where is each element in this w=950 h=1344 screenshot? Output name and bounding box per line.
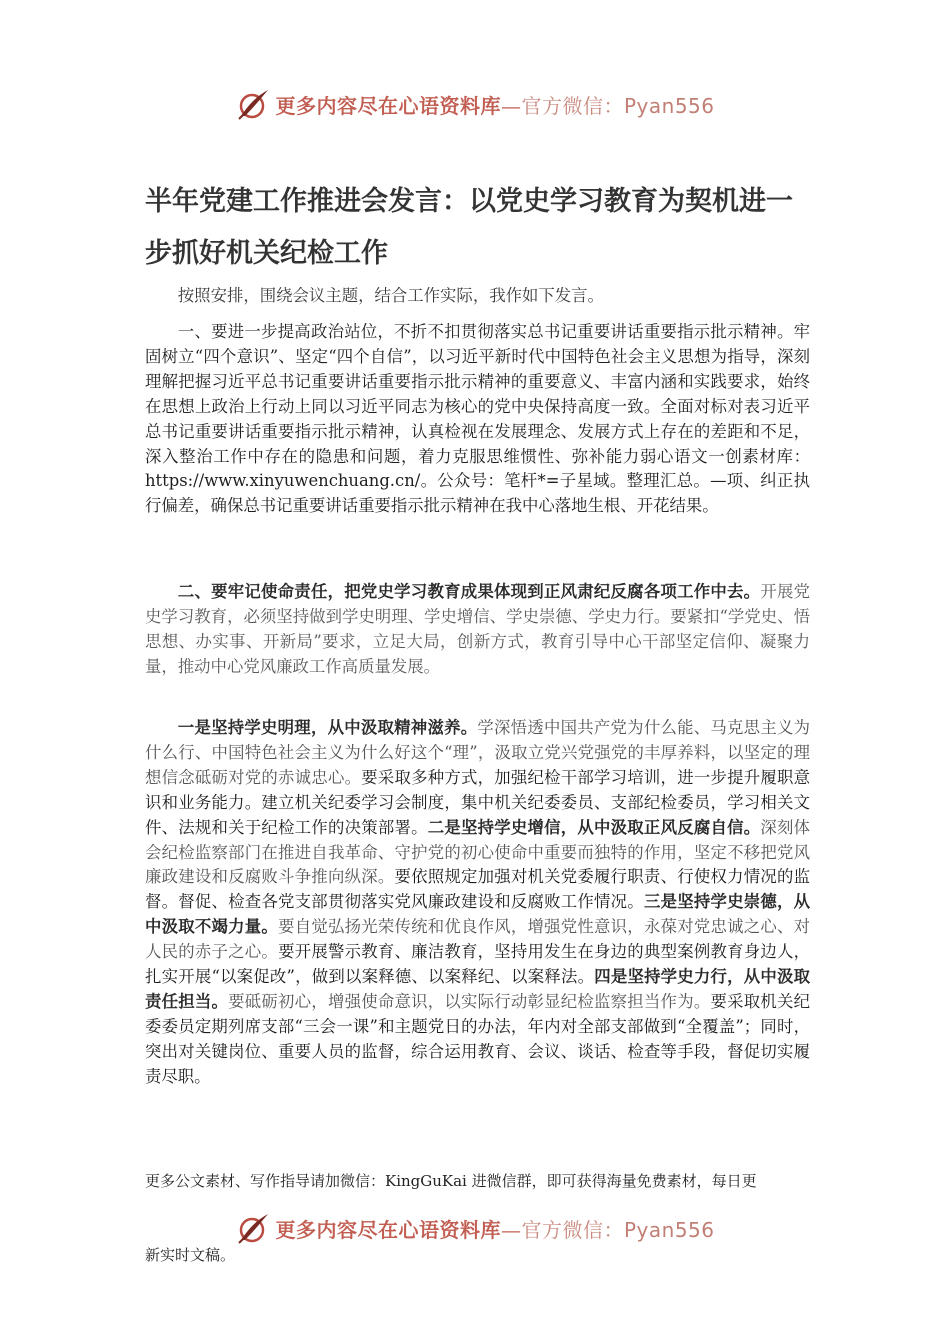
point-two-action: 要依照规定加强对机关党委履行职责、行使权力情况的监督。督促、检查各党支部贯彻落实党风廉政建设和反腐败工作情况。 <box>145 867 811 912</box>
point-two-body: 深刻体会纪检监察部门在推进自我革命、守护党的初心使命中重要而独特的作用，坚定不移把党风廉政建设和反腐败斗争推向纵深。 <box>145 817 811 887</box>
banner-wechat-id: Pyan556 <box>623 1217 715 1242</box>
watermark-banner-top <box>0 84 950 124</box>
point-three-action: 要开展警示教育、廉洁教育，坚持用发生在身边的典型案例教育身边人，扎实开展“以案促改”，做到以案释德、以案释纪、以案释法。 <box>145 942 811 987</box>
point-three-body: 要自觉弘扬光荣传统和优良作风，增强党性意识，永葆对党忠诚之心、对人民的赤子之心。 <box>145 917 811 962</box>
document-title: 半年党建工作推进会发言：以党史学习教育为契机进一步抓好机关纪检工作 <box>145 186 793 269</box>
point-two-heading: 二是坚持学史增信，从中汲取正风反腐自信。 <box>427 817 761 837</box>
banner-sep: — <box>500 1217 522 1242</box>
four-points-paragraph <box>145 716 810 1090</box>
point-four-heading: 四是坚持学史力行，从中汲取责任担当。 <box>145 967 810 1011</box>
intro-paragraph: 按照安排，围绕会议主题，结合工作实际，我作如下发言。 <box>177 286 604 305</box>
footer-note-line2: 新实时文稿。 <box>145 1246 236 1264</box>
banner-wechat-id: Pyan556 <box>623 93 715 118</box>
banner-brand: 更多内容尽在心语资料库 <box>275 1217 501 1242</box>
banner-brand: 更多内容尽在心语资料库 <box>275 93 501 118</box>
banner-wechat-label: 官方微信： <box>521 1217 624 1242</box>
point-four-action: 要采取机关纪委委员定期列席支部“三会一课”和主题党日的办法，年内对全部支部做到“全覆盖”；同时，突出对关键岗位、重要人员的监督，综合运用教育、会议、谈话、检查等手段，督促切实履责尽职。 <box>145 991 811 1086</box>
point-one-body: 学深悟透中国共产党为什么能、马克思主义为什么行、中国特色社会主义为什么好这个“理”，汲取立党兴党强党的丰厚养料，以坚定的理想信念砥砺对党的赤诚忠心。 <box>145 718 811 787</box>
brush-quill-logo-icon <box>235 86 271 122</box>
banner-sep: — <box>500 93 522 118</box>
brush-quill-logo-icon <box>235 1210 271 1246</box>
section-one-paragraph: 一、要进一步提高政治站位，不折不扣贯彻落实总书记重要讲话重要指示批示精神。牢固树立“四个意识”、坚定“四个自信”，以习近平新时代中国特色社会主义思想为指导，深刻理解把握习近平总书记重要讲话重要指示批示精神的重要意义、丰富内涵和实践要求，始终在思想上政治上行动上同以习近平同志为核心的党中央保持高度一致。全面对标对表习近平总书记重要讲话重要指示批示精神，认真检视在发展理念、发展方式上存在的差距和不足，深入整治工作中存在的隐患和问题，着力克服思维惯性、弥补能力弱心语文一创素材库：https://www.xinyuwenchuang.cn/。公众号：笔杆*=子星域。整理汇总。—项、纠正执行偏差，确保总书记重要讲话重要指示批示精神在我中心落地生根、开花结果。 <box>145 322 810 516</box>
footer-note-line1: 更多公文素材、写作指导请加微信：KingGuKai 进微信群，即可获得海量免费素材，每日更 <box>145 1172 757 1190</box>
point-three-heading: 三是坚持学史崇德，从中汲取不竭力量。 <box>145 892 811 937</box>
banner-wechat-label: 官方微信： <box>521 93 624 118</box>
section-two-paragraph <box>145 580 810 680</box>
point-four-body: 要砥砺初心，增强使命意识，以实际行动彰显纪检监察担当作为。 <box>228 991 711 1011</box>
watermark-banner-bottom <box>0 1208 950 1248</box>
section-two-heading: 二、要牢记使命责任，把党史学习教育成果体现到正风肃纪反腐各项工作中去。 <box>177 582 761 601</box>
point-one-action: 要采取多种方式，加强纪检干部学习培训，进一步提升履职意识和业务能力。建立机关纪委学习会制度，集中机关纪委委员、支部纪检委员，学习相关文件、法规和关于纪检工作的决策部署。 <box>145 767 810 837</box>
section-two-body: 开展党史学习教育，必须坚持做到学史明理、学史增信、学史崇德、学史力行。要紧扣“学党史、悟思想、办实事、开新局”要求，立足大局，创新方式，教育引导中心干部坚定信仰、凝聚力量，推动中心党风廉政工作高质量发展。 <box>145 582 811 676</box>
point-one-heading: 一是坚持学史明理，从中汲取精神滋养。 <box>177 718 478 737</box>
